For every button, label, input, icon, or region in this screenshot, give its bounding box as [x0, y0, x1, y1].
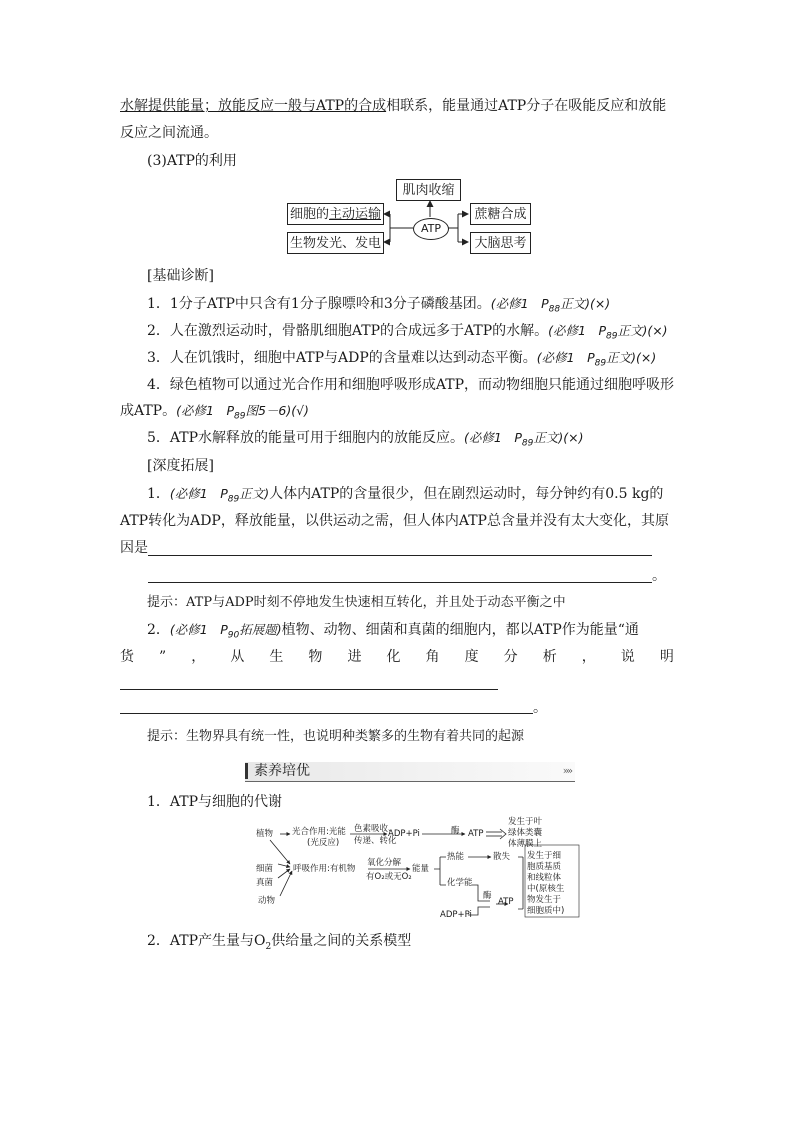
intro-keyword-synthesis: 合成: [358, 98, 387, 114]
intro-line-1: [120, 95, 666, 117]
box-active-transport: [287, 203, 384, 225]
q2-char: 析: [542, 649, 557, 665]
diagnosis-item-1-ref: [490, 296, 611, 315]
loc2-line-2: 胞质基质: [527, 862, 562, 872]
intro-line-2: 反应之间流通。: [120, 125, 218, 141]
loc2-line-6: 细胞质中): [527, 906, 565, 916]
extension-q1-line1: [147, 483, 663, 511]
label-o2-condition: 有O₂或无O₂: [366, 872, 412, 882]
ref-page: 89: [233, 411, 246, 422]
node-fungi: 真菌: [256, 878, 274, 888]
label-enzyme-1: 酶: [451, 826, 460, 836]
extension-q2-line1: [147, 619, 639, 647]
ref-page: 90: [227, 630, 240, 641]
node-respiration: 呼吸作用:有机物: [293, 864, 356, 874]
q2-char: 物: [308, 649, 323, 665]
loc2-line-4: 中(原核生: [527, 884, 565, 894]
ref-a: (必修1 P: [169, 486, 228, 501]
diagnosis-item-4-ref: [176, 403, 309, 422]
q1-ref: [169, 486, 270, 505]
q1-number: 1．: [147, 486, 170, 502]
hint-2: 提示：生物界具有统一性，也说明种类繁多的生物有着共同的起源: [147, 729, 525, 744]
extension-q2-line2: [120, 646, 674, 668]
node-atp-1: ATP: [468, 829, 484, 839]
q1-end-mark: 。: [652, 568, 666, 584]
section-title: 素养培优: [254, 763, 310, 779]
node-dissipate: 散失: [493, 852, 511, 862]
ref-page: 89: [227, 494, 240, 505]
diagnosis-item-2: [147, 320, 668, 348]
q2-text-a: 植物、动物、细菌和真菌的细胞内，都以ATP作为能量“通: [281, 622, 639, 638]
ref-a: (必修1 P: [490, 296, 549, 311]
diagnosis-item-4-text2: 成ATP。: [120, 403, 177, 419]
quality-item-2: [147, 930, 411, 958]
ref-a: (必修1 P: [464, 430, 522, 445]
ref-b: 正文)(×): [617, 323, 668, 338]
box-muscle-contraction: 肌肉收缩: [396, 179, 461, 201]
node-photosynthesis: 光合作用:光能: [292, 827, 346, 837]
q2-char: 明: [659, 649, 674, 665]
node-energy: 能量: [412, 864, 430, 874]
node-animal: 动物: [258, 896, 276, 906]
node-bacteria: 细菌: [256, 864, 274, 874]
box-bioluminescence: 生物发光、发电: [287, 232, 384, 254]
q2-answer-blank-2[interactable]: [120, 713, 533, 714]
node-atp-2: ATP: [498, 897, 514, 907]
box-brain-thinking: 大脑思考: [470, 232, 531, 254]
q1-answer-blank-2[interactable]: [148, 582, 652, 583]
quality-item-1: 1．ATP与细胞的代谢: [147, 794, 283, 810]
loc1-line-1: 发生于叶: [508, 817, 543, 827]
ref-b: 拓展题): [239, 622, 282, 637]
q2-char: 化: [386, 649, 401, 665]
ref-page: 88: [548, 304, 561, 315]
intro-text-c: 相联系，能量通过ATP分子在吸能反应和放能: [386, 98, 667, 114]
extension-q1-line3: 因是: [120, 540, 148, 556]
q2-char: 进: [347, 649, 362, 665]
loc2-line-3: 和线粒体: [527, 873, 562, 883]
atp-center-node: ATP: [413, 218, 449, 240]
section-bar: [245, 763, 248, 779]
item2-subscript: 2: [265, 941, 272, 952]
diagnosis-item-3-ref: [536, 350, 657, 369]
q2-char: 分: [503, 649, 518, 665]
label-enzyme-2: 酶: [483, 891, 492, 901]
q2-end-mark: 。: [533, 700, 547, 716]
ref-b: 正文): [239, 486, 270, 501]
q2-answer-blank-1[interactable]: [120, 689, 498, 690]
diagnosis-item-1-text: 1．1分子ATP中只含有1分子腺嘌呤和3分子磷酸基团。: [147, 296, 491, 312]
intro-text-a: 水解提供能量；放能反应一般与ATP的: [120, 98, 359, 114]
section-chevrons-icon: »»: [562, 766, 571, 777]
q2-char: 从: [230, 649, 245, 665]
diagnosis-item-4-cont: [120, 400, 309, 428]
diagnosis-item-5: [147, 427, 583, 455]
q2-ref: [169, 622, 282, 641]
extension-heading: [深度拓展]: [147, 458, 214, 474]
q2-char: 生: [269, 649, 284, 665]
q1-text-a: 人体内ATP的含量很少，但在剧烈运动时，每分钟约有0.5 kg的: [269, 486, 664, 502]
diagnosis-item-5-text: 5．ATP水解释放的能量可用于细胞内的放能反应。: [147, 430, 465, 446]
node-plant: 植物: [256, 829, 274, 839]
box-sucrose-synthesis: 蔗糖合成: [470, 203, 531, 225]
node-adp-pi-2: ADP+Pi: [440, 910, 472, 920]
diagnosis-heading: [基础诊断]: [147, 268, 214, 284]
q2-char: ”: [159, 649, 167, 665]
loc2-line-1: 发生于细: [527, 851, 562, 861]
ref-a: (必修1 P: [548, 323, 606, 338]
node-adp-pi-1: ADP+Pi: [388, 829, 420, 839]
diagnosis-item-1: [147, 293, 610, 321]
ref-b: 正文)(×): [606, 350, 657, 365]
diagnosis-item-3: [147, 347, 656, 375]
q1-answer-blank-1[interactable]: [148, 555, 652, 556]
active-transport-b: 主动运输: [329, 207, 382, 222]
node-heat: 热能: [447, 852, 465, 862]
item2-text-a: 2．ATP产生量与O: [147, 933, 266, 949]
label-pigment-absorb: 色素吸收、: [354, 824, 397, 834]
q2-number: 2．: [147, 622, 170, 638]
loc1-line-2: 绿体类囊: [508, 828, 543, 838]
ref-a: (必修1 P: [536, 350, 595, 365]
diagnosis-item-3-text: 3．人在饥饿时，细胞中ATP与ADP的含量难以达到动态平衡。: [147, 350, 537, 366]
loc2-line-5: 物发生于: [527, 895, 562, 905]
q2-char: 说: [620, 649, 635, 665]
label-oxidation: 氧化分解: [367, 858, 402, 868]
ref-a: (必修1 P: [169, 622, 228, 637]
ref-b: 正文)(×): [560, 296, 611, 311]
active-transport-a: 细胞的: [289, 207, 329, 222]
loc1-line-3: 体薄膜上: [508, 839, 543, 849]
ref-b: 正文)(×): [533, 430, 584, 445]
q2-char: 货: [120, 649, 134, 665]
q2-char: 度: [464, 649, 479, 665]
label-transfer-convert: 传递、转化: [354, 836, 397, 846]
q2-char: ，: [191, 649, 206, 665]
ref-page: 89: [606, 331, 618, 342]
q2-char: 角: [425, 649, 440, 665]
node-light-reaction: (光反应): [307, 838, 340, 848]
atp-use-heading: (3)ATP的利用: [147, 153, 237, 169]
diagnosis-item-5-ref: [464, 430, 584, 449]
q2-char: ，: [581, 649, 596, 665]
diagnosis-item-4: 4．绿色植物可以通过光合作用和细胞呼吸形成ATP，而动物细胞只能通过细胞呼吸形: [147, 377, 675, 393]
diagnosis-item-2-ref: [548, 323, 668, 342]
section-banner-quality: [245, 762, 575, 782]
diagnosis-item-2-text: 2．人在激烈运动时，骨骼肌细胞ATP的合成远多于ATP的水解。: [147, 323, 549, 339]
ref-b: 图5－6)(√): [245, 403, 309, 418]
ref-page: 89: [521, 438, 534, 449]
item2-text-b: 供给量之间的关系模型: [271, 933, 412, 949]
extension-q1-line2: ATP转化为ADP，释放能量，以供运动之需，但人体内ATP总含量并没有太大变化，其原: [120, 513, 669, 529]
hint-1: 提示：ATP与ADP时刻不停地发生快速相互转化，并且处于动态平衡之中: [147, 595, 566, 610]
node-chemical-energy: 化学能: [447, 878, 473, 888]
ref-a: (必修1 P: [176, 403, 234, 418]
ref-page: 89: [594, 358, 607, 369]
